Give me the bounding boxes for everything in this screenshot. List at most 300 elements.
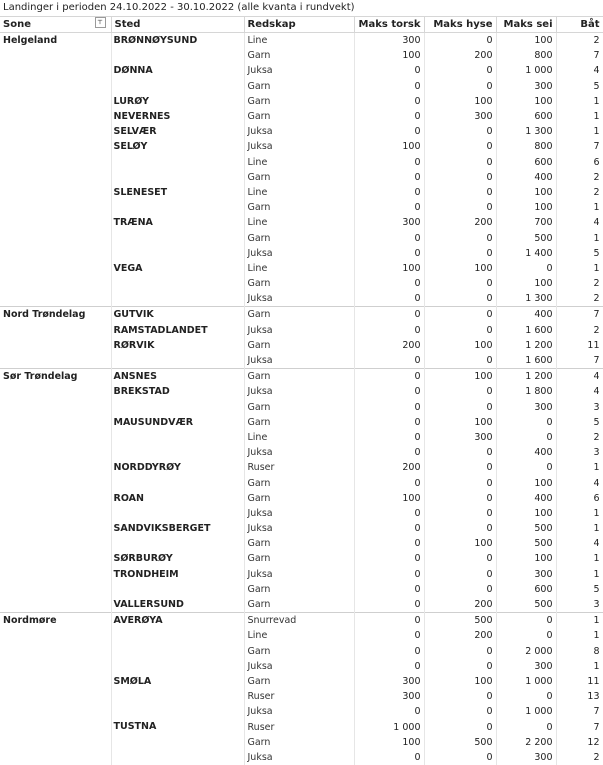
cell-sone xyxy=(0,48,111,63)
table-row xyxy=(0,48,603,63)
cell-sted: NEVERNES xyxy=(111,109,244,124)
cell-bat: 4 xyxy=(556,63,603,78)
cell-bat: 2 xyxy=(556,430,603,445)
header-maks-torsk[interactable]: Maks torsk xyxy=(354,17,424,33)
cell-bat: 2 xyxy=(556,185,603,200)
cell-maks-hyse: 0 xyxy=(424,521,496,536)
cell-bat: 1 xyxy=(556,628,603,643)
cell-bat: 2 xyxy=(556,170,603,185)
cell-redskap: Snurrevad xyxy=(244,613,354,629)
cell-redskap: Juksa xyxy=(244,291,354,307)
cell-sone xyxy=(0,109,111,124)
cell-maks-torsk: 0 xyxy=(354,430,424,445)
cell-maks-sei: 300 xyxy=(496,750,556,765)
cell-sone xyxy=(0,155,111,170)
cell-sted: SELVÆR xyxy=(111,124,244,139)
cell-bat: 7 xyxy=(556,307,603,323)
cell-redskap: Juksa xyxy=(244,353,354,369)
cell-maks-torsk: 0 xyxy=(354,124,424,139)
cell-bat: 1 xyxy=(556,200,603,215)
cell-maks-sei: 1 300 xyxy=(496,291,556,307)
cell-maks-sei: 300 xyxy=(496,400,556,415)
cell-maks-sei: 0 xyxy=(496,613,556,629)
cell-maks-torsk: 0 xyxy=(354,475,424,490)
cell-maks-hyse: 0 xyxy=(424,353,496,369)
cell-maks-hyse: 0 xyxy=(424,689,496,704)
cell-redskap: Juksa xyxy=(244,139,354,154)
table-row xyxy=(0,719,603,734)
cell-bat: 3 xyxy=(556,445,603,460)
cell-redskap: Juksa xyxy=(244,63,354,78)
cell-maks-hyse: 0 xyxy=(424,139,496,154)
cell-maks-torsk: 0 xyxy=(354,597,424,613)
cell-maks-sei: 600 xyxy=(496,155,556,170)
table-row xyxy=(0,63,603,78)
cell-maks-hyse: 0 xyxy=(424,33,496,49)
cell-sted: SØRBURØY xyxy=(111,551,244,566)
table-row xyxy=(0,185,603,200)
cell-maks-sei: 1 000 xyxy=(496,704,556,719)
cell-redskap: Garn xyxy=(244,48,354,63)
cell-sone xyxy=(0,445,111,460)
cell-maks-sei: 600 xyxy=(496,109,556,124)
cell-maks-hyse: 0 xyxy=(424,155,496,170)
cell-maks-sei: 1 200 xyxy=(496,338,556,353)
table-row xyxy=(0,200,603,215)
cell-sone xyxy=(0,491,111,506)
table-row xyxy=(0,536,603,551)
cell-bat: 1 xyxy=(556,94,603,109)
cell-maks-sei: 0 xyxy=(496,261,556,276)
cell-redskap: Ruser xyxy=(244,689,354,704)
cell-maks-hyse: 200 xyxy=(424,215,496,230)
cell-maks-hyse: 500 xyxy=(424,613,496,629)
cell-maks-sei: 100 xyxy=(496,94,556,109)
cell-sted: SELØY xyxy=(111,139,244,154)
table-row xyxy=(0,491,603,506)
cell-redskap: Garn xyxy=(244,551,354,566)
cell-maks-torsk: 0 xyxy=(354,276,424,291)
cell-maks-torsk: 0 xyxy=(354,704,424,719)
cell-sone xyxy=(0,735,111,750)
cell-bat: 3 xyxy=(556,597,603,613)
cell-sted xyxy=(111,582,244,597)
cell-sone xyxy=(0,430,111,445)
table-row xyxy=(0,475,603,490)
cell-maks-sei: 0 xyxy=(496,719,556,734)
table-row xyxy=(0,139,603,154)
cell-bat: 4 xyxy=(556,384,603,399)
cell-bat: 7 xyxy=(556,48,603,63)
cell-maks-torsk: 0 xyxy=(354,155,424,170)
cell-sone xyxy=(0,704,111,719)
cell-maks-hyse: 500 xyxy=(424,735,496,750)
cell-maks-torsk: 0 xyxy=(354,644,424,659)
cell-redskap: Garn xyxy=(244,491,354,506)
cell-maks-hyse: 0 xyxy=(424,79,496,94)
cell-sone xyxy=(0,719,111,734)
header-sone[interactable]: Sone ⊤ xyxy=(0,17,111,33)
table-row xyxy=(0,689,603,704)
cell-redskap: Juksa xyxy=(244,246,354,261)
table-row xyxy=(0,353,603,369)
cell-sted xyxy=(111,689,244,704)
cell-sted xyxy=(111,628,244,643)
cell-sone xyxy=(0,323,111,338)
cell-redskap: Garn xyxy=(244,475,354,490)
cell-sted: BREKSTAD xyxy=(111,384,244,399)
header-maks-hyse[interactable]: Maks hyse xyxy=(424,17,496,33)
cell-redskap: Juksa xyxy=(244,750,354,765)
table-row xyxy=(0,430,603,445)
cell-redskap: Garn xyxy=(244,109,354,124)
cell-bat: 7 xyxy=(556,719,603,734)
cell-sone xyxy=(0,659,111,674)
cell-redskap: Juksa xyxy=(244,124,354,139)
cell-redskap: Ruser xyxy=(244,719,354,734)
cell-maks-hyse: 0 xyxy=(424,63,496,78)
cell-maks-hyse: 0 xyxy=(424,124,496,139)
cell-sted xyxy=(111,644,244,659)
cell-maks-hyse: 0 xyxy=(424,323,496,338)
cell-sted: VALLERSUND xyxy=(111,597,244,613)
table-row xyxy=(0,597,603,613)
cell-maks-hyse: 100 xyxy=(424,674,496,689)
cell-bat: 1 xyxy=(556,613,603,629)
table-caption: Landinger i perioden 24.10.2022 - 30.10.2022 (alle kvanta i rundvekt) xyxy=(0,0,603,17)
cell-sted xyxy=(111,170,244,185)
cell-redskap: Garn xyxy=(244,415,354,430)
cell-maks-sei: 500 xyxy=(496,597,556,613)
cell-maks-sei: 100 xyxy=(496,475,556,490)
cell-redskap: Garn xyxy=(244,597,354,613)
cell-sone xyxy=(0,291,111,307)
cell-sted xyxy=(111,79,244,94)
cell-bat: 2 xyxy=(556,276,603,291)
cell-bat: 2 xyxy=(556,33,603,49)
table-row xyxy=(0,704,603,719)
cell-sted xyxy=(111,445,244,460)
cell-maks-hyse: 0 xyxy=(424,659,496,674)
cell-maks-torsk: 100 xyxy=(354,491,424,506)
cell-maks-hyse: 0 xyxy=(424,644,496,659)
cell-sted xyxy=(111,155,244,170)
cell-redskap: Line xyxy=(244,628,354,643)
cell-maks-sei: 100 xyxy=(496,185,556,200)
cell-sted: ANSNES xyxy=(111,369,244,385)
cell-maks-hyse: 0 xyxy=(424,291,496,307)
cell-maks-torsk: 0 xyxy=(354,230,424,245)
cell-maks-sei: 600 xyxy=(496,582,556,597)
cell-sted: TRÆNA xyxy=(111,215,244,230)
cell-maks-torsk: 0 xyxy=(354,109,424,124)
cell-maks-torsk: 0 xyxy=(354,94,424,109)
cell-maks-sei: 1 400 xyxy=(496,246,556,261)
cell-redskap: Ruser xyxy=(244,460,354,475)
cell-redskap: Garn xyxy=(244,674,354,689)
cell-redskap: Juksa xyxy=(244,384,354,399)
cell-maks-torsk: 0 xyxy=(354,567,424,582)
cell-maks-sei: 1 200 xyxy=(496,369,556,385)
cell-maks-sei: 0 xyxy=(496,628,556,643)
cell-maks-torsk: 0 xyxy=(354,170,424,185)
cell-maks-torsk: 0 xyxy=(354,628,424,643)
cell-sted: GUTVIK xyxy=(111,307,244,323)
cell-maks-hyse: 0 xyxy=(424,246,496,261)
cell-sone xyxy=(0,460,111,475)
cell-maks-sei: 400 xyxy=(496,445,556,460)
cell-maks-sei: 1 300 xyxy=(496,124,556,139)
cell-maks-torsk: 200 xyxy=(354,338,424,353)
cell-maks-hyse: 0 xyxy=(424,200,496,215)
cell-maks-torsk: 0 xyxy=(354,445,424,460)
cell-sted: ROAN xyxy=(111,491,244,506)
cell-sted: TRONDHEIM xyxy=(111,567,244,582)
cell-maks-hyse: 0 xyxy=(424,230,496,245)
cell-maks-torsk: 0 xyxy=(354,551,424,566)
cell-maks-sei: 0 xyxy=(496,430,556,445)
cell-maks-hyse: 0 xyxy=(424,567,496,582)
header-redskap[interactable]: Redskap xyxy=(244,17,354,33)
cell-maks-sei: 500 xyxy=(496,536,556,551)
cell-bat: 7 xyxy=(556,704,603,719)
cell-redskap: Garn xyxy=(244,79,354,94)
cell-sted: RØRVIK xyxy=(111,338,244,353)
cell-maks-hyse: 100 xyxy=(424,369,496,385)
cell-redskap: Juksa xyxy=(244,445,354,460)
cell-maks-sei: 1 600 xyxy=(496,323,556,338)
cell-redskap: Garn xyxy=(244,307,354,323)
cell-maks-sei: 1 000 xyxy=(496,674,556,689)
table-row xyxy=(0,674,603,689)
cell-sted xyxy=(111,230,244,245)
cell-maks-hyse: 0 xyxy=(424,551,496,566)
cell-maks-torsk: 0 xyxy=(354,506,424,521)
cell-redskap: Garn xyxy=(244,536,354,551)
cell-maks-torsk: 0 xyxy=(354,246,424,261)
cell-maks-hyse: 300 xyxy=(424,430,496,445)
cell-maks-hyse: 0 xyxy=(424,491,496,506)
cell-bat: 6 xyxy=(556,491,603,506)
cell-sone xyxy=(0,400,111,415)
table-row xyxy=(0,124,603,139)
cell-redskap: Garn xyxy=(244,400,354,415)
cell-redskap: Garn xyxy=(244,94,354,109)
table-row xyxy=(0,276,603,291)
cell-maks-torsk: 300 xyxy=(354,689,424,704)
cell-maks-torsk: 200 xyxy=(354,460,424,475)
cell-bat: 5 xyxy=(556,415,603,430)
cell-sted: VEGA xyxy=(111,261,244,276)
cell-maks-sei: 2 000 xyxy=(496,644,556,659)
cell-sone xyxy=(0,384,111,399)
cell-maks-torsk: 100 xyxy=(354,139,424,154)
cell-sone xyxy=(0,628,111,643)
cell-maks-hyse: 300 xyxy=(424,109,496,124)
cell-sted: DØNNA xyxy=(111,63,244,78)
cell-bat: 1 xyxy=(556,551,603,566)
cell-maks-sei: 100 xyxy=(496,33,556,49)
cell-maks-torsk: 1 000 xyxy=(354,719,424,734)
cell-redskap: Line xyxy=(244,33,354,49)
cell-sone xyxy=(0,261,111,276)
cell-sted xyxy=(111,475,244,490)
cell-maks-hyse: 200 xyxy=(424,597,496,613)
cell-maks-sei: 500 xyxy=(496,230,556,245)
table-row xyxy=(0,567,603,582)
cell-sted: MAUSUNDVÆR xyxy=(111,415,244,430)
cell-maks-hyse: 0 xyxy=(424,719,496,734)
cell-maks-sei: 300 xyxy=(496,567,556,582)
cell-maks-hyse: 200 xyxy=(424,48,496,63)
cell-bat: 7 xyxy=(556,353,603,369)
cell-sone xyxy=(0,597,111,613)
cell-redskap: Garn xyxy=(244,200,354,215)
table-row xyxy=(0,628,603,643)
cell-maks-sei: 100 xyxy=(496,276,556,291)
cell-bat: 6 xyxy=(556,155,603,170)
cell-maks-sei: 0 xyxy=(496,460,556,475)
cell-maks-sei: 400 xyxy=(496,491,556,506)
cell-maks-torsk: 0 xyxy=(354,659,424,674)
cell-maks-sei: 700 xyxy=(496,215,556,230)
cell-sone xyxy=(0,506,111,521)
cell-maks-hyse: 200 xyxy=(424,628,496,643)
cell-maks-sei: 800 xyxy=(496,48,556,63)
cell-maks-hyse: 100 xyxy=(424,261,496,276)
cell-sone xyxy=(0,415,111,430)
cell-sone xyxy=(0,276,111,291)
cell-redskap: Juksa xyxy=(244,323,354,338)
cell-bat: 1 xyxy=(556,521,603,536)
cell-sted: SMØLA xyxy=(111,674,244,689)
filter-icon[interactable]: ⊤ xyxy=(95,17,106,28)
cell-maks-sei: 100 xyxy=(496,200,556,215)
cell-maks-torsk: 0 xyxy=(354,613,424,629)
cell-sone xyxy=(0,246,111,261)
cell-sted xyxy=(111,200,244,215)
cell-sone: Helgeland xyxy=(0,33,111,49)
cell-sted: LURØY xyxy=(111,94,244,109)
table-row xyxy=(0,445,603,460)
table-row xyxy=(0,750,603,765)
cell-sted xyxy=(111,659,244,674)
cell-maks-torsk: 100 xyxy=(354,261,424,276)
cell-maks-torsk: 0 xyxy=(354,307,424,323)
table-row xyxy=(0,94,603,109)
cell-bat: 4 xyxy=(556,215,603,230)
cell-sone xyxy=(0,170,111,185)
cell-maks-sei: 100 xyxy=(496,506,556,521)
table-row xyxy=(0,215,603,230)
cell-bat: 5 xyxy=(556,79,603,94)
cell-bat: 4 xyxy=(556,369,603,385)
header-row xyxy=(0,17,603,33)
cell-maks-hyse: 0 xyxy=(424,704,496,719)
cell-redskap: Garn xyxy=(244,735,354,750)
cell-redskap: Garn xyxy=(244,230,354,245)
table-row xyxy=(0,400,603,415)
cell-maks-torsk: 100 xyxy=(354,48,424,63)
cell-maks-torsk: 0 xyxy=(354,63,424,78)
cell-sone: Sør Trøndelag xyxy=(0,369,111,385)
table-row xyxy=(0,384,603,399)
cell-maks-sei: 300 xyxy=(496,79,556,94)
cell-redskap: Garn xyxy=(244,644,354,659)
cell-sted xyxy=(111,430,244,445)
cell-maks-torsk: 0 xyxy=(354,353,424,369)
table-row xyxy=(0,79,603,94)
cell-sted: NORDDYRØY xyxy=(111,460,244,475)
cell-sone xyxy=(0,582,111,597)
cell-bat: 5 xyxy=(556,582,603,597)
cell-sone xyxy=(0,63,111,78)
cell-maks-torsk: 0 xyxy=(354,185,424,200)
cell-maks-sei: 0 xyxy=(496,415,556,430)
cell-maks-torsk: 0 xyxy=(354,79,424,94)
cell-maks-torsk: 300 xyxy=(354,215,424,230)
cell-bat: 4 xyxy=(556,536,603,551)
table-row xyxy=(0,338,603,353)
cell-maks-hyse: 0 xyxy=(424,460,496,475)
header-sted[interactable]: Sted xyxy=(111,17,244,33)
cell-redskap: Line xyxy=(244,430,354,445)
cell-bat: 2 xyxy=(556,750,603,765)
table-row xyxy=(0,659,603,674)
cell-sted xyxy=(111,536,244,551)
cell-sone xyxy=(0,353,111,369)
table-row xyxy=(0,170,603,185)
table-row xyxy=(0,551,603,566)
cell-redskap: Line xyxy=(244,155,354,170)
cell-maks-hyse: 100 xyxy=(424,415,496,430)
cell-bat: 4 xyxy=(556,475,603,490)
cell-sone xyxy=(0,338,111,353)
cell-bat: 1 xyxy=(556,261,603,276)
cell-maks-torsk: 0 xyxy=(354,400,424,415)
header-bat[interactable]: Båt xyxy=(556,17,603,33)
cell-maks-hyse: 0 xyxy=(424,170,496,185)
cell-bat: 1 xyxy=(556,230,603,245)
cell-bat: 8 xyxy=(556,644,603,659)
table-row xyxy=(0,261,603,276)
cell-bat: 1 xyxy=(556,506,603,521)
cell-redskap: Juksa xyxy=(244,704,354,719)
cell-sone xyxy=(0,185,111,200)
cell-sone xyxy=(0,674,111,689)
cell-maks-hyse: 0 xyxy=(424,582,496,597)
cell-maks-torsk: 0 xyxy=(354,323,424,338)
cell-redskap: Juksa xyxy=(244,567,354,582)
table-row xyxy=(0,155,603,170)
cell-bat: 1 xyxy=(556,109,603,124)
header-maks-sei[interactable]: Maks sei xyxy=(496,17,556,33)
cell-bat: 11 xyxy=(556,338,603,353)
table-row xyxy=(0,291,603,307)
cell-sone xyxy=(0,689,111,704)
cell-maks-torsk: 0 xyxy=(354,521,424,536)
cell-sted: SLENESET xyxy=(111,185,244,200)
cell-sted xyxy=(111,48,244,63)
cell-maks-torsk: 0 xyxy=(354,369,424,385)
cell-maks-sei: 1 800 xyxy=(496,384,556,399)
cell-sted xyxy=(111,735,244,750)
table-row xyxy=(0,33,603,49)
cell-redskap: Garn xyxy=(244,276,354,291)
cell-redskap: Garn xyxy=(244,338,354,353)
cell-maks-hyse: 0 xyxy=(424,445,496,460)
cell-bat: 1 xyxy=(556,124,603,139)
